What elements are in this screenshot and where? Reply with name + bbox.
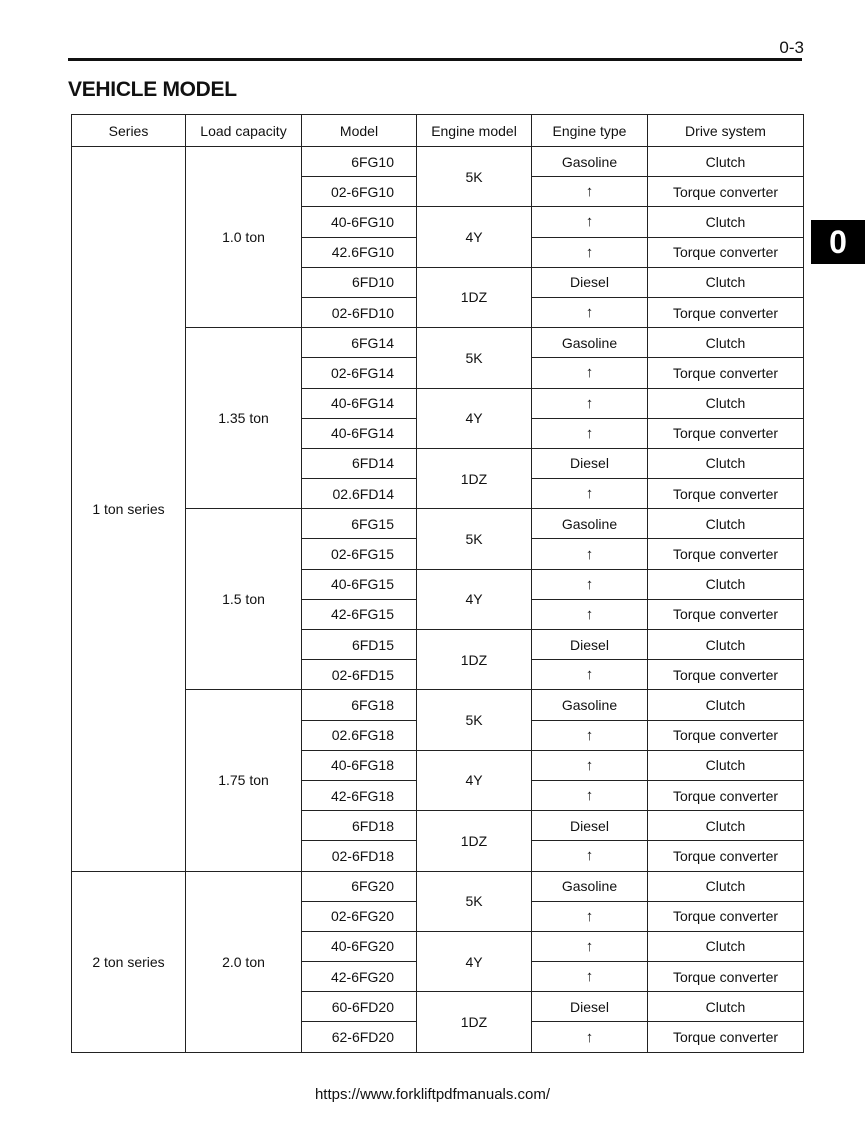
vehicle-model-table xyxy=(71,114,804,1053)
load-capacity-cell: 1.35 ton xyxy=(186,328,302,509)
model-cell: 60-6FD20 xyxy=(302,992,417,1022)
ditto-arrow-cell: ↑ xyxy=(532,479,648,509)
engine-type-cell: Gasoline xyxy=(532,690,648,720)
engine-model-cell: 5K xyxy=(417,328,532,388)
table-body xyxy=(72,147,804,1053)
ditto-arrow-cell: ↑ xyxy=(532,901,648,931)
model-cell: 02-6FD15 xyxy=(302,660,417,690)
drive-system-cell: Torque converter xyxy=(648,539,804,569)
drive-system-cell: Torque converter xyxy=(648,599,804,629)
engine-model-cell: 4Y xyxy=(417,569,532,629)
model-cell: 40-6FG10 xyxy=(302,207,417,237)
drive-system-cell: Torque converter xyxy=(648,358,804,388)
section-tab-marker: 0 xyxy=(811,220,865,264)
drive-system-cell: Torque converter xyxy=(648,901,804,931)
ditto-arrow-cell: ↑ xyxy=(532,388,648,418)
engine-type-cell: Diesel xyxy=(532,992,648,1022)
model-cell: 42-6FG18 xyxy=(302,780,417,810)
drive-system-cell: Clutch xyxy=(648,388,804,418)
drive-system-cell: Torque converter xyxy=(648,177,804,207)
drive-system-cell: Torque converter xyxy=(648,720,804,750)
drive-system-cell: Torque converter xyxy=(648,237,804,267)
drive-system-cell: Torque converter xyxy=(648,780,804,810)
drive-system-cell: Torque converter xyxy=(648,962,804,992)
load-capacity-cell: 2.0 ton xyxy=(186,871,302,1052)
engine-type-cell: Diesel xyxy=(532,267,648,297)
ditto-arrow-cell: ↑ xyxy=(532,237,648,267)
model-cell: 6FG15 xyxy=(302,509,417,539)
ditto-arrow-cell: ↑ xyxy=(532,841,648,871)
header-series: Series xyxy=(72,115,186,147)
header-model: Model xyxy=(302,115,417,147)
ditto-arrow-cell: ↑ xyxy=(532,539,648,569)
header-engine-model: Engine model xyxy=(417,115,532,147)
drive-system-cell: Torque converter xyxy=(648,297,804,327)
ditto-arrow-cell: ↑ xyxy=(532,418,648,448)
model-cell: 6FG18 xyxy=(302,690,417,720)
engine-model-cell: 1DZ xyxy=(417,992,532,1052)
drive-system-cell: Torque converter xyxy=(648,660,804,690)
header-drive-system: Drive system xyxy=(648,115,804,147)
engine-model-cell: 1DZ xyxy=(417,630,532,690)
model-cell: 42-6FG15 xyxy=(302,599,417,629)
table-header-row xyxy=(72,115,804,147)
drive-system-cell: Clutch xyxy=(648,328,804,358)
model-cell: 40-6FG14 xyxy=(302,388,417,418)
model-cell: 02.6FG18 xyxy=(302,720,417,750)
engine-type-cell: Diesel xyxy=(532,630,648,660)
model-cell: 6FD15 xyxy=(302,630,417,660)
model-cell: 02-6FG15 xyxy=(302,539,417,569)
engine-model-cell: 1DZ xyxy=(417,811,532,871)
drive-system-cell: Clutch xyxy=(648,931,804,961)
ditto-arrow-cell: ↑ xyxy=(532,297,648,327)
load-capacity-cell: 1.5 ton xyxy=(186,509,302,690)
page-number: 0-3 xyxy=(779,38,804,57)
ditto-arrow-cell: ↑ xyxy=(532,720,648,750)
drive-system-cell: Clutch xyxy=(648,509,804,539)
engine-model-cell: 1DZ xyxy=(417,267,532,327)
table-row xyxy=(72,871,804,901)
model-cell: 6FD18 xyxy=(302,811,417,841)
table-row xyxy=(72,147,804,177)
model-cell: 02.6FD14 xyxy=(302,479,417,509)
load-capacity-cell: 1.0 ton xyxy=(186,147,302,328)
engine-model-cell: 5K xyxy=(417,147,532,207)
series-cell: 1 ton series xyxy=(72,147,186,872)
model-cell: 6FD14 xyxy=(302,448,417,478)
ditto-arrow-cell: ↑ xyxy=(532,358,648,388)
model-cell: 42-6FG20 xyxy=(302,962,417,992)
drive-system-cell: Torque converter xyxy=(648,1022,804,1052)
model-cell: 40-6FG15 xyxy=(302,569,417,599)
ditto-arrow-cell: ↑ xyxy=(532,750,648,780)
footer-url: https://www.forkliftpdfmanuals.com/ xyxy=(314,1086,551,1103)
drive-system-cell: Clutch xyxy=(648,750,804,780)
ditto-arrow-cell: ↑ xyxy=(532,207,648,237)
ditto-arrow-cell: ↑ xyxy=(532,780,648,810)
engine-type-cell: Gasoline xyxy=(532,871,648,901)
drive-system-cell: Clutch xyxy=(648,690,804,720)
ditto-arrow-cell: ↑ xyxy=(532,569,648,599)
drive-system-cell: Clutch xyxy=(648,448,804,478)
ditto-arrow-cell: ↑ xyxy=(532,962,648,992)
model-cell: 6FG20 xyxy=(302,871,417,901)
drive-system-cell: Clutch xyxy=(648,992,804,1022)
drive-system-cell: Torque converter xyxy=(648,479,804,509)
drive-system-cell: Clutch xyxy=(648,147,804,177)
engine-type-cell: Gasoline xyxy=(532,147,648,177)
engine-model-cell: 5K xyxy=(417,509,532,569)
engine-type-cell: Gasoline xyxy=(532,509,648,539)
engine-model-cell: 1DZ xyxy=(417,448,532,508)
model-cell: 40-6FG14 xyxy=(302,418,417,448)
drive-system-cell: Torque converter xyxy=(648,841,804,871)
model-cell: 62-6FD20 xyxy=(302,1022,417,1052)
model-cell: 02-6FD10 xyxy=(302,297,417,327)
model-cell: 02-6FD18 xyxy=(302,841,417,871)
ditto-arrow-cell: ↑ xyxy=(532,660,648,690)
drive-system-cell: Clutch xyxy=(648,569,804,599)
ditto-arrow-cell: ↑ xyxy=(532,931,648,961)
model-cell: 02-6FG10 xyxy=(302,177,417,207)
ditto-arrow-cell: ↑ xyxy=(532,599,648,629)
model-cell: 40-6FG18 xyxy=(302,750,417,780)
engine-model-cell: 4Y xyxy=(417,931,532,991)
model-cell: 6FG14 xyxy=(302,328,417,358)
header-rule xyxy=(68,58,802,61)
drive-system-cell: Clutch xyxy=(648,207,804,237)
model-cell: 6FD10 xyxy=(302,267,417,297)
ditto-arrow-cell: ↑ xyxy=(532,1022,648,1052)
model-cell: 42.6FG10 xyxy=(302,237,417,267)
header-engine-type: Engine type xyxy=(532,115,648,147)
engine-model-cell: 5K xyxy=(417,690,532,750)
drive-system-cell: Clutch xyxy=(648,630,804,660)
model-cell: 02-6FG14 xyxy=(302,358,417,388)
load-capacity-cell: 1.75 ton xyxy=(186,690,302,871)
drive-system-cell: Clutch xyxy=(648,811,804,841)
engine-type-cell: Diesel xyxy=(532,448,648,478)
engine-type-cell: Gasoline xyxy=(532,328,648,358)
drive-system-cell: Clutch xyxy=(648,871,804,901)
engine-model-cell: 4Y xyxy=(417,207,532,267)
series-cell: 2 ton series xyxy=(72,871,186,1052)
engine-model-cell: 5K xyxy=(417,871,532,931)
drive-system-cell: Clutch xyxy=(648,267,804,297)
model-cell: 02-6FG20 xyxy=(302,901,417,931)
drive-system-cell: Torque converter xyxy=(648,418,804,448)
ditto-arrow-cell: ↑ xyxy=(532,177,648,207)
engine-model-cell: 4Y xyxy=(417,388,532,448)
engine-model-cell: 4Y xyxy=(417,750,532,810)
model-cell: 40-6FG20 xyxy=(302,931,417,961)
model-cell: 6FG10 xyxy=(302,147,417,177)
header-load-capacity: Load capacity xyxy=(186,115,302,147)
section-title: VEHICLE MODEL xyxy=(68,78,237,101)
engine-type-cell: Diesel xyxy=(532,811,648,841)
